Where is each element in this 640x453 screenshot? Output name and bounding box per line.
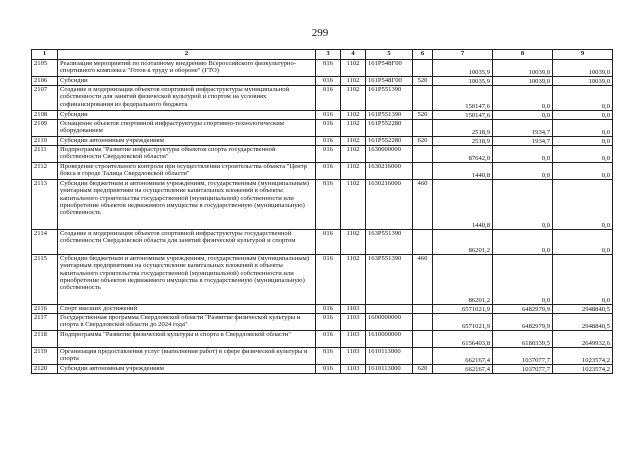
ministry-code: 016: [316, 146, 341, 163]
expense-type-code: [413, 305, 433, 314]
amount-year-1: 1440,8: [433, 180, 493, 230]
target-article-code: 161P551390: [366, 86, 413, 111]
header-cell: 9: [553, 50, 613, 60]
amount-year-3: 0,0: [553, 86, 613, 111]
expense-type-code: 620: [413, 137, 433, 146]
amount-year-3: 2948840,5: [553, 305, 613, 314]
row-description: Спорт высших достижений: [58, 305, 316, 314]
row-description: Государственная программа Свердловской области "Развитие физической культуры и спорта в Свердловской области до 2024 года": [58, 314, 316, 331]
table-header-row: [32, 50, 613, 60]
amount-year-2: 10039,0: [493, 60, 553, 77]
ministry-code: 016: [316, 111, 341, 120]
section-code: 1103: [341, 365, 366, 374]
amount-year-1: 662167,4: [433, 348, 493, 365]
amount-year-2: 1934,7: [493, 120, 553, 137]
header-cell: 7: [433, 50, 493, 60]
amount-year-1: 1440,8: [433, 163, 493, 180]
expense-type-code: [413, 86, 433, 111]
amount-year-2: 6180339,5: [493, 331, 553, 348]
row-number: 2112: [32, 163, 58, 180]
table-row: [32, 255, 613, 305]
header-cell: 6: [413, 50, 433, 60]
target-article-code: 161P551390: [366, 111, 413, 120]
table-row: [32, 365, 613, 374]
target-article-code: 163P551390: [366, 255, 413, 305]
page-number: 299: [311, 27, 329, 39]
row-description: Субсидии: [58, 111, 316, 120]
row-description: Субсидии бюджетным и автономным учреждениям, государственным (муниципальным) унитарным предприятиям на осуществление капитальных вложений в объекты капитального строительства государственной (муниципальной) собственности или приобретение объектов недвижимого имущества в государственную (муниципальную) собственность: [58, 180, 316, 230]
row-number: 2106: [32, 77, 58, 86]
table-row: [32, 111, 613, 120]
section-code: 1102: [341, 137, 366, 146]
table-row: [32, 230, 613, 255]
target-article-code: 1600000000: [366, 314, 413, 331]
row-description: Субсидии: [58, 77, 316, 86]
section-code: 1102: [341, 255, 366, 305]
table-row: [32, 348, 613, 365]
expense-type-code: [413, 331, 433, 348]
target-article-code: 1630000000: [366, 146, 413, 163]
row-number: 2115: [32, 255, 58, 305]
amount-year-3: 1023574,2: [553, 348, 613, 365]
table-row: [32, 86, 613, 111]
amount-year-2: 0,0: [493, 111, 553, 120]
amount-year-1: 10035,9: [433, 77, 493, 86]
expense-type-code: 520: [413, 77, 433, 86]
amount-year-1: 6156403,8: [433, 331, 493, 348]
ministry-code: 016: [316, 305, 341, 314]
expense-type-code: 520: [413, 111, 433, 120]
row-description: Подпрограмма "Развитие инфраструктуры объектов спорта государственной собственности Свердловской области": [58, 146, 316, 163]
amount-year-2: 1934,7: [493, 137, 553, 146]
amount-year-2: 0,0: [493, 180, 553, 230]
amount-year-1: 150147,6: [433, 86, 493, 111]
amount-year-3: 1023574,2: [553, 365, 613, 374]
expense-type-code: [413, 60, 433, 77]
amount-year-2: 1037077,7: [493, 348, 553, 365]
expense-type-code: [413, 163, 433, 180]
amount-year-3: 0,0: [553, 137, 613, 146]
section-code: 1103: [341, 314, 366, 331]
target-article-code: 161P548Г00: [366, 77, 413, 86]
table-row: [32, 146, 613, 163]
target-article-code: 161P552280: [366, 120, 413, 137]
row-number: 2113: [32, 180, 58, 230]
expense-type-code: [413, 348, 433, 365]
section-code: 1102: [341, 77, 366, 86]
table-row: [32, 60, 613, 77]
section-code: 1102: [341, 60, 366, 77]
ministry-code: 016: [316, 331, 341, 348]
target-article-code: 1610113000: [366, 348, 413, 365]
amount-year-1: 2518,9: [433, 137, 493, 146]
target-article-code: 163P551390: [366, 230, 413, 255]
section-code: 1102: [341, 120, 366, 137]
amount-year-3: 0,0: [553, 180, 613, 230]
row-number: 2109: [32, 120, 58, 137]
expense-type-code: [413, 314, 433, 331]
amount-year-2: 0,0: [493, 230, 553, 255]
amount-year-2: 0,0: [493, 163, 553, 180]
amount-year-1: 662167,4: [433, 365, 493, 374]
row-number: 2110: [32, 137, 58, 146]
amount-year-3: 0,0: [553, 230, 613, 255]
amount-year-1: 86201,2: [433, 255, 493, 305]
header-cell: 4: [341, 50, 366, 60]
section-code: 1103: [341, 305, 366, 314]
section-code: 1102: [341, 230, 366, 255]
expense-type-code: [413, 146, 433, 163]
section-code: 1103: [341, 331, 366, 348]
amount-year-3: 0,0: [553, 111, 613, 120]
section-code: 1102: [341, 163, 366, 180]
table-row: [32, 163, 613, 180]
row-number: 2119: [32, 348, 58, 365]
amount-year-3: 0,0: [553, 163, 613, 180]
amount-year-1: 150147,6: [433, 111, 493, 120]
ministry-code: 016: [316, 86, 341, 111]
expense-type-code: [413, 230, 433, 255]
row-number: 2117: [32, 314, 58, 331]
amount-year-1: 6571021,9: [433, 305, 493, 314]
section-code: 1102: [341, 111, 366, 120]
section-code: 1103: [341, 348, 366, 365]
target-article-code: 161P548Г00: [366, 60, 413, 77]
target-article-code: 1630216000: [366, 163, 413, 180]
expense-type-code: 620: [413, 365, 433, 374]
table-row: [32, 314, 613, 331]
row-description: Организация предоставления услуг (выполнения работ) в сфере физической культуры и спорта: [58, 348, 316, 365]
amount-year-1: 87642,0: [433, 146, 493, 163]
amount-year-3: 0,0: [553, 120, 613, 137]
ministry-code: 016: [316, 230, 341, 255]
amount-year-3: 0,0: [553, 146, 613, 163]
amount-year-3: 2948840,5: [553, 314, 613, 331]
expense-type-code: [413, 120, 433, 137]
ministry-code: 016: [316, 255, 341, 305]
ministry-code: 016: [316, 314, 341, 331]
section-code: 1102: [341, 180, 366, 230]
ministry-code: 016: [316, 180, 341, 230]
expense-type-code: 460: [413, 180, 433, 230]
header-cell: 1: [32, 50, 58, 60]
target-article-code: 1610113000: [366, 365, 413, 374]
row-description: Реализация мероприятий по поэтапному внедрению Всероссийского физкультурно-спортивного комплекса "Готов к труду и обороне" (ГТО): [58, 60, 316, 77]
row-description: Подпрограмма "Развитие физической культуры и спорта в Свердловской области": [58, 331, 316, 348]
row-number: 2118: [32, 331, 58, 348]
ministry-code: 016: [316, 77, 341, 86]
expense-type-code: 460: [413, 255, 433, 305]
row-number: 2108: [32, 111, 58, 120]
amount-year-3: 10039,0: [553, 77, 613, 86]
amount-year-2: 0,0: [493, 86, 553, 111]
amount-year-1: 2518,9: [433, 120, 493, 137]
amount-year-2: 0,0: [493, 146, 553, 163]
amount-year-1: 10035,9: [433, 60, 493, 77]
amount-year-2: 6482979,9: [493, 314, 553, 331]
header-cell: 8: [493, 50, 553, 60]
ministry-code: 016: [316, 365, 341, 374]
budget-table: [31, 49, 613, 374]
ministry-code: 016: [316, 163, 341, 180]
row-description: Оснащение объектов спортивной инфраструктуры спортивно-технологическим оборудованием: [58, 120, 316, 137]
amount-year-2: 10039,0: [493, 77, 553, 86]
ministry-code: 016: [316, 348, 341, 365]
target-article-code: 1630216000: [366, 180, 413, 230]
amount-year-3: 2649932,6: [553, 331, 613, 348]
table-row: [32, 77, 613, 86]
row-description: Создание и модернизация объектов спортивной инфраструктуры государственной собственности Свердловской области для занятий физической культурой и спортом: [58, 230, 316, 255]
table-row: [32, 137, 613, 146]
table-row: [32, 331, 613, 348]
target-article-code: 161P552280: [366, 137, 413, 146]
row-description: Проведение строительного контроля при осуществлении строительства объекта "Центр бокса в городе Талица Свердловской области": [58, 163, 316, 180]
row-number: 2120: [32, 365, 58, 374]
target-article-code: 1610000000: [366, 331, 413, 348]
row-number: 2107: [32, 86, 58, 111]
row-number: 2111: [32, 146, 58, 163]
ministry-code: 016: [316, 137, 341, 146]
row-description: Создание и модернизация объектов спортивной инфраструктуры муниципальной собственности для занятий физической культурой и спортом на условиях софинансирования из федерального бюджета: [58, 86, 316, 111]
amount-year-1: 6571021,9: [433, 314, 493, 331]
amount-year-2: 0,0: [493, 255, 553, 305]
row-number: 2105: [32, 60, 58, 77]
row-description: Субсидии автономным учреждениям: [58, 137, 316, 146]
amount-year-2: 6482979,9: [493, 305, 553, 314]
table-row: [32, 180, 613, 230]
section-code: 1102: [341, 86, 366, 111]
header-cell: 3: [316, 50, 341, 60]
table-row: [32, 120, 613, 137]
amount-year-3: 10039,0: [553, 60, 613, 77]
row-number: 2114: [32, 230, 58, 255]
row-description: Субсидии автономным учреждениям: [58, 365, 316, 374]
section-code: 1102: [341, 146, 366, 163]
amount-year-1: 86201,2: [433, 230, 493, 255]
amount-year-2: 1037077,7: [493, 365, 553, 374]
header-cell: 5: [366, 50, 413, 60]
row-number: 2116: [32, 305, 58, 314]
amount-year-3: 0,0: [553, 255, 613, 305]
header-cell: 2: [58, 50, 316, 60]
ministry-code: 016: [316, 60, 341, 77]
ministry-code: 016: [316, 120, 341, 137]
row-description: Субсидии бюджетным и автономным учреждениям, государственным (муниципальным) унитарным предприятиям на осуществление капитальных вложений в объекты капитального строительства государственной (муниципальной) собственности или приобретение объектов недвижимого имущества в государственную (муниципальную) собственность: [58, 255, 316, 305]
table-row: [32, 305, 613, 314]
target-article-code: [366, 305, 413, 314]
